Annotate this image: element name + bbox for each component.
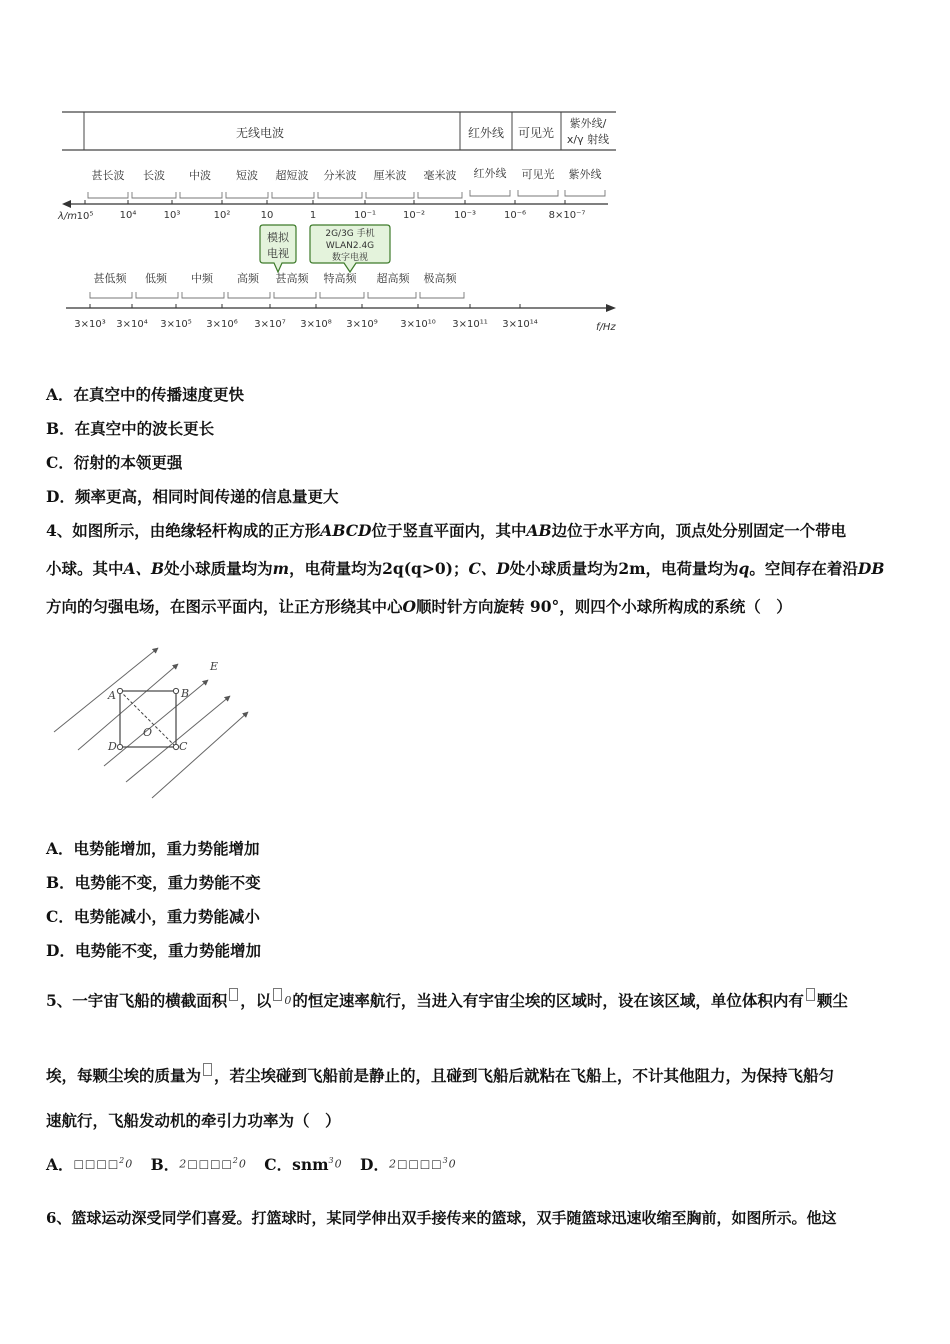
lambda-tick: 10⁻¹ xyxy=(353,210,377,221)
q4-text: ； xyxy=(453,559,469,578)
q4-stem-line-3 xyxy=(46,596,916,618)
math-sup: 3 xyxy=(442,1156,449,1165)
wave-band: 中波 xyxy=(189,169,211,182)
freq-band: 甚高频 xyxy=(275,272,309,285)
math-sub: 0 xyxy=(238,1157,247,1171)
header-radio: 无线电波 xyxy=(235,126,285,140)
label-o: O xyxy=(143,726,153,739)
q4-text: 处小球质量均为 xyxy=(164,559,273,578)
option-math xyxy=(74,1150,134,1176)
option-label: C．snm xyxy=(264,1154,329,1174)
q4-var: DB xyxy=(857,559,885,578)
q4-option-d[interactable]: D．电势能不变，重力势能增加 xyxy=(46,941,261,960)
q4-text: 顺时针方向旋转 90°，则四个小球所构成的系统（ ） xyxy=(416,597,792,616)
freq-band: 甚低频 xyxy=(93,272,127,285)
label-b: B xyxy=(181,687,190,700)
lambda-tick: 10⁻⁶ xyxy=(503,210,527,221)
missing-symbol-icon xyxy=(273,988,282,1001)
q4-option-a[interactable]: A．电势能增加，重力势能增加 xyxy=(46,839,260,858)
lambda-axis-label: λ/m xyxy=(58,211,78,222)
freq-band-labels xyxy=(94,271,458,285)
q5-option-a[interactable] xyxy=(46,1155,133,1174)
freq-tick: 3×10⁸ xyxy=(300,319,332,330)
freq-tick: 3×10¹¹ xyxy=(452,319,488,330)
q3-option-b[interactable]: B．在真空中的波长更长 xyxy=(46,419,215,438)
q4-text: 位于竖直平面内，其中 xyxy=(371,521,527,540)
q5-sub: 0 xyxy=(284,994,293,1007)
freq-band: 特高频 xyxy=(323,272,357,285)
math-body: □□□□ xyxy=(73,1157,120,1171)
q5-stem-line-1 xyxy=(46,988,916,1012)
lambda-tick: 10³ xyxy=(163,210,181,221)
q4-var: ABCD xyxy=(320,521,372,540)
math-sup: 2 xyxy=(119,1156,126,1165)
q4-text: 处小球质量均为 xyxy=(509,559,619,578)
freq-tick: 3×10¹⁰ xyxy=(400,319,436,330)
wave-band: 长波 xyxy=(143,169,165,182)
freq-axis-label: f/Hz xyxy=(596,322,616,333)
q4-stem-line-1 xyxy=(46,520,916,542)
freq-band: 超高频 xyxy=(376,272,410,285)
q4-option-c[interactable]: C．电势能减小，重力势能减小 xyxy=(46,907,260,926)
freq-tick: 3×10⁵ xyxy=(160,319,192,330)
q4-var: q xyxy=(738,559,750,578)
freq-ticks xyxy=(74,319,537,330)
callout-analog-tv xyxy=(260,225,296,272)
math-sub: 0 xyxy=(448,1157,457,1171)
freq-tick: 3×10³ xyxy=(74,319,106,330)
wave-band: 超短波 xyxy=(275,169,309,182)
lambda-tick: 10² xyxy=(213,210,231,221)
q5-stem-line-3: 速航行，飞船发动机的牵引力功率为（ ） xyxy=(46,1111,341,1130)
callout-tv-1: 模拟 xyxy=(267,231,289,244)
q5-text: 埃，每颗尘埃的质量为 xyxy=(46,1066,202,1085)
q4-var: m xyxy=(272,559,290,578)
label-d: D xyxy=(108,740,117,753)
math-body: 2□□□□ xyxy=(179,1157,233,1171)
callout-phone-tv xyxy=(310,225,390,272)
wave-band: 甚长波 xyxy=(91,169,125,182)
freq-tick: 3×10¹⁴ xyxy=(502,319,538,330)
wave-band: 红外线 xyxy=(473,167,507,180)
wave-band-labels xyxy=(92,166,602,182)
q5-stem-line-2 xyxy=(46,1063,916,1087)
wave-band: 分米波 xyxy=(323,169,357,182)
q3-option-d[interactable]: D．频率更高，相同时间传递的信息量更大 xyxy=(46,487,339,506)
freq-band: 极高频 xyxy=(423,272,457,285)
wave-band: 厘米波 xyxy=(373,169,407,182)
label-e: E xyxy=(210,660,219,673)
lambda-tick: 8×10⁻⁷ xyxy=(548,210,586,221)
q4-field-figure xyxy=(48,640,278,810)
q3-option-c[interactable]: C．衍射的本领更强 xyxy=(46,453,183,472)
q4-text: 方向的匀强电场，在图示平面内，让正方形绕其中心 xyxy=(46,597,403,616)
q4-text: 4、如图所示，由绝缘轻杆构成的正方形 xyxy=(46,521,321,540)
q4-text: 边位于水平方向，顶点处分别固定一个带电 xyxy=(551,521,847,540)
wave-band: 紫外线 xyxy=(568,168,602,181)
q4-var: O xyxy=(402,597,417,616)
callout-phone-3: 数字电视 xyxy=(331,253,369,263)
callout-phone-1: 2G/3G 手机 xyxy=(325,229,375,239)
math-sup: 3 xyxy=(328,1156,335,1165)
option-label: A． xyxy=(46,1154,74,1174)
q4-text: ，电荷量均为 xyxy=(289,559,383,578)
q6-stem-line-1: 6、篮球运动深受同学们喜爱。打篮球时，某同学伸出双手接传来的篮球，双手随篮球迅速收缩至胸前，如图所示。他这 xyxy=(46,1209,837,1227)
lambda-tick: 10⁵ xyxy=(76,211,94,222)
q5-text: ，若尘埃碰到飞船前是静止的，且碰到飞船后就粘在飞船上，不计其他阻力，为保持飞船匀 xyxy=(214,1066,835,1085)
wave-band: 毫米波 xyxy=(423,169,457,182)
q4-var: A、B xyxy=(123,559,165,578)
option-math xyxy=(389,1150,457,1176)
freq-tick: 3×10⁷ xyxy=(254,319,286,330)
missing-symbol-icon xyxy=(806,988,815,1001)
missing-symbol-icon xyxy=(203,1063,212,1076)
option-label: D． xyxy=(360,1154,389,1174)
em-spectrum-figure xyxy=(60,108,620,338)
q5-option-d[interactable] xyxy=(360,1155,457,1174)
q4-option-b[interactable]: B．电势能不变，重力势能不变 xyxy=(46,873,261,892)
header-infrared: 红外线 xyxy=(467,126,505,140)
q5-options xyxy=(46,1150,916,1176)
header-visible: 可见光 xyxy=(517,126,555,140)
q3-option-a[interactable]: A．在真空中的传播速度更快 xyxy=(46,385,245,404)
freq-band: 中频 xyxy=(191,272,213,285)
option-math xyxy=(329,1150,343,1176)
option-label: B． xyxy=(150,1154,180,1174)
missing-symbol-icon xyxy=(229,988,238,1001)
q4-var: AB xyxy=(526,521,552,540)
math-sup: 2 xyxy=(232,1156,239,1165)
lambda-tick: 10⁻³ xyxy=(453,210,477,221)
option-math xyxy=(179,1150,247,1176)
q5-text: 的恒定速率航行，当进入有宇宙尘埃的区域时，设在该区域，单位体积内有 xyxy=(292,991,804,1010)
freq-band: 低频 xyxy=(145,272,167,285)
freq-tick: 3×10⁹ xyxy=(346,319,378,330)
math-body: 2□□□□ xyxy=(388,1157,443,1171)
label-c: C xyxy=(179,740,188,753)
callout-phone-2: WLAN2.4G xyxy=(325,241,375,251)
lambda-tick: 10⁴ xyxy=(119,210,137,221)
header-uv-1: 紫外线/ xyxy=(569,117,607,130)
q5-text: ，以 xyxy=(240,991,272,1010)
math-sub: 0 xyxy=(334,1157,343,1171)
q5-text: 5、一宇宙飞船的横截面积 xyxy=(46,991,228,1010)
freq-band: 高频 xyxy=(237,272,259,285)
freq-tick: 3×10⁴ xyxy=(116,319,148,330)
header-uv-2: x/γ 射线 xyxy=(566,133,610,146)
q4-var: C、D xyxy=(468,559,510,578)
lambda-ticks xyxy=(77,210,586,222)
lambda-tick: 1 xyxy=(309,210,317,221)
q5-text: 颗尘 xyxy=(816,991,848,1010)
q4-var: 2m xyxy=(618,559,646,578)
q4-stem-line-2 xyxy=(46,558,916,580)
lambda-tick: 10⁻² xyxy=(402,210,426,221)
q5-option-c[interactable] xyxy=(264,1155,342,1174)
label-a: A xyxy=(108,689,116,702)
freq-tick: 3×10⁶ xyxy=(206,319,238,330)
math-sub: 0 xyxy=(125,1157,134,1171)
q5-option-b[interactable] xyxy=(151,1155,247,1174)
q4-var: 2q(q>0) xyxy=(382,559,453,578)
q4-text: ，电荷量均为 xyxy=(645,559,739,578)
lambda-tick: 10 xyxy=(260,210,274,221)
q4-text: 小球。其中 xyxy=(46,559,124,578)
wave-band: 可见光 xyxy=(521,168,555,181)
wave-band: 短波 xyxy=(236,169,258,182)
q4-text: 。空间存在着沿 xyxy=(749,559,858,578)
callout-tv-2: 电视 xyxy=(267,247,289,260)
